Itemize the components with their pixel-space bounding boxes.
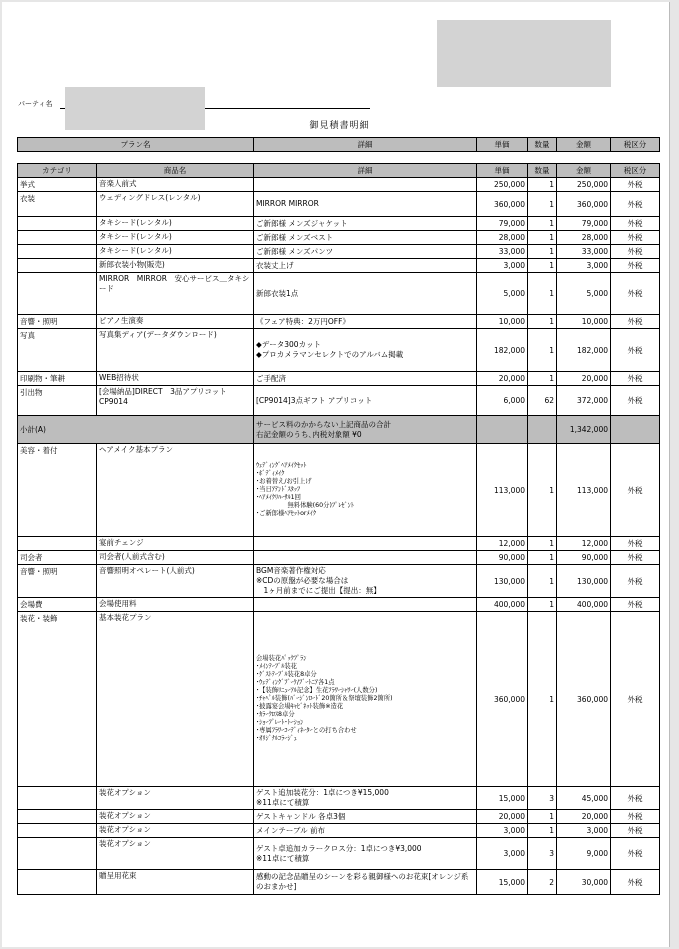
col-detail: 詳細 bbox=[254, 138, 477, 152]
unit-price-cell: 90,000 bbox=[477, 551, 528, 565]
quantity-cell: 3 bbox=[528, 838, 557, 870]
detail-cell bbox=[254, 598, 477, 612]
amount-cell: 33,000 bbox=[557, 245, 611, 259]
item-name-cell: MIRROR MIRROR 安心サービス＿タキシード bbox=[97, 273, 254, 315]
item-name-cell: 音響照明オペレート(人前式) bbox=[97, 565, 254, 598]
table-row bbox=[18, 787, 660, 810]
tax-type-cell: 外税 bbox=[611, 231, 660, 245]
quantity-cell: 1 bbox=[528, 810, 557, 824]
amount-cell: 9,000 bbox=[557, 838, 611, 870]
category-cell bbox=[18, 824, 97, 838]
column-header: カテゴリ bbox=[18, 164, 97, 178]
subtotal-row bbox=[18, 416, 660, 444]
item-name-cell: 司会者(人前式含む) bbox=[97, 551, 254, 565]
item-name-cell: ヘアメイク基本プラン bbox=[97, 444, 254, 537]
detail-cell: ゲスト卓追加カラークロス分：1卓につき¥3,000 ※11卓にて積算 bbox=[254, 838, 477, 870]
category-cell bbox=[18, 787, 97, 810]
estimate-detail-table bbox=[17, 163, 660, 895]
quantity-cell: 1 bbox=[528, 245, 557, 259]
amount-cell: 90,000 bbox=[557, 551, 611, 565]
item-name-cell: 宴前チェンジ bbox=[97, 537, 254, 551]
quantity-cell: 62 bbox=[528, 386, 557, 416]
category-cell bbox=[18, 810, 97, 824]
table-row bbox=[18, 245, 660, 259]
quantity-cell: 1 bbox=[528, 372, 557, 386]
unit-price-cell: 5,000 bbox=[477, 273, 528, 315]
subtotal-qty bbox=[528, 416, 557, 444]
detail-cell: ご新郎様 メンズベスト bbox=[254, 231, 477, 245]
detail-cell: ｳｪﾃﾞｨﾝｸﾞﾍｱﾒｲｸｾｯﾄ ･ﾎﾞﾃﾞｨﾒｲｸ ･お着替え/お引上げ ･当日ｱﾃﾝﾄﾞｽﾀｯﾌ ･ﾍｱﾒｲｸﾘﾊｰｻﾙ1回 無料体験(60分)ﾌﾟﾚｾﾞﾝﾄ ･ご新郎様ﾍｱｾｯﾄorﾒｲｸ bbox=[254, 444, 477, 537]
category-cell bbox=[18, 273, 97, 315]
detail-cell: MIRROR MIRROR bbox=[254, 192, 477, 217]
col-tax-type: 税区分 bbox=[611, 138, 660, 152]
column-header: 商品名 bbox=[97, 164, 254, 178]
table-row bbox=[18, 551, 660, 565]
col-quantity: 数量 bbox=[528, 138, 557, 152]
item-name-cell: 贈呈用花束 bbox=[97, 870, 254, 895]
redacted-block-top-right bbox=[437, 20, 611, 87]
column-header: 単価 bbox=[477, 164, 528, 178]
document-title: 御見積書明細 bbox=[309, 121, 370, 131]
tax-type-cell: 外税 bbox=[611, 192, 660, 217]
tax-type-cell: 外税 bbox=[611, 810, 660, 824]
quantity-cell: 1 bbox=[528, 217, 557, 231]
category-cell bbox=[18, 217, 97, 231]
party-name-label: パーティ名 bbox=[18, 100, 53, 108]
subtotal-unit bbox=[477, 416, 528, 444]
category-cell: 音響・照明 bbox=[18, 315, 97, 329]
column-header: 数量 bbox=[528, 164, 557, 178]
tax-type-cell: 外税 bbox=[611, 537, 660, 551]
unit-price-cell: 6,000 bbox=[477, 386, 528, 416]
detail-cell: ◆データ300カット ◆プロカメラマンセレクトでのアルバム掲載 bbox=[254, 329, 477, 372]
table-row bbox=[18, 178, 660, 192]
tax-type-cell: 外税 bbox=[611, 386, 660, 416]
detail-cell: ご手配済 bbox=[254, 372, 477, 386]
quantity-cell: 1 bbox=[528, 537, 557, 551]
tax-type-cell: 外税 bbox=[611, 372, 660, 386]
tax-type-cell: 外税 bbox=[611, 565, 660, 598]
category-cell: 衣装 bbox=[18, 192, 97, 217]
category-cell bbox=[18, 870, 97, 895]
quantity-cell: 1 bbox=[528, 259, 557, 273]
unit-price-cell: 20,000 bbox=[477, 810, 528, 824]
amount-cell: 360,000 bbox=[557, 612, 611, 787]
item-name-cell: 会場使用料 bbox=[97, 598, 254, 612]
tax-type-cell: 外税 bbox=[611, 315, 660, 329]
unit-price-cell: 10,000 bbox=[477, 315, 528, 329]
unit-price-cell: 20,000 bbox=[477, 372, 528, 386]
quantity-cell: 1 bbox=[528, 551, 557, 565]
unit-price-cell: 113,000 bbox=[477, 444, 528, 537]
category-cell bbox=[18, 231, 97, 245]
table-row bbox=[18, 315, 660, 329]
unit-price-cell: 15,000 bbox=[477, 787, 528, 810]
tax-type-cell: 外税 bbox=[611, 870, 660, 895]
amount-cell: 250,000 bbox=[557, 178, 611, 192]
unit-price-cell: 130,000 bbox=[477, 565, 528, 598]
amount-cell: 400,000 bbox=[557, 598, 611, 612]
amount-cell: 30,000 bbox=[557, 870, 611, 895]
quantity-cell: 1 bbox=[528, 565, 557, 598]
table-header-row bbox=[18, 164, 660, 178]
amount-cell: 20,000 bbox=[557, 810, 611, 824]
quantity-cell: 1 bbox=[528, 329, 557, 372]
quantity-cell: 1 bbox=[528, 178, 557, 192]
detail-cell: 会場装花ﾊﾟｯｸﾌﾟﾗﾝ ･ﾒｲﾝﾃｰﾌﾞﾙ装花 ･ｹﾞｽﾄﾃｰﾌﾞﾙ装花8卓分 ･ｳｪﾃﾞｨﾝｸﾞﾌﾞｰｹ/ﾌﾞｰﾄﾆｱ各1点 ･【装飾ﾘﾆｭｰｱﾙ記念】生花ﾌﾗﾜｰｼｬﾜｰ(人数分) ･ﾁｬﾍﾟﾙ装飾(ﾊﾞｰｼﾞﾝﾛｰﾄﾞ20箇所＆祭壇装飾2箇所) ･披露宴会場ｷｬﾋﾞﾈｯﾄ装飾※造花 ･ｶﾗｰｸﾛｽ8卓分 ･ｼｮｰﾌﾟﾚｰﾄ･ﾄｰｼｮﾝ ･専属ﾌﾗﾜｰｺｰﾃﾞｨﾈｰﾀｰとの打ち合わせ ･ｵﾘｼﾞﾅﾙｺﾗｰｼﾞｭ bbox=[254, 612, 477, 787]
item-name-cell: ウェディングドレス(レンタル) bbox=[97, 192, 254, 217]
tax-type-cell: 外税 bbox=[611, 178, 660, 192]
tax-type-cell: 外税 bbox=[611, 273, 660, 315]
table-row bbox=[18, 372, 660, 386]
quantity-cell: 1 bbox=[528, 598, 557, 612]
category-cell bbox=[18, 259, 97, 273]
item-name-cell: 音楽人前式 bbox=[97, 178, 254, 192]
item-name-cell: 写真集ディア(データダウンロード) bbox=[97, 329, 254, 372]
unit-price-cell: 33,000 bbox=[477, 245, 528, 259]
category-cell: 挙式 bbox=[18, 178, 97, 192]
tax-type-cell: 外税 bbox=[611, 551, 660, 565]
category-cell: 装花・装飾 bbox=[18, 612, 97, 787]
tax-type-cell: 外税 bbox=[611, 444, 660, 537]
unit-price-cell: 28,000 bbox=[477, 231, 528, 245]
unit-price-cell: 3,000 bbox=[477, 838, 528, 870]
category-cell: 司会者 bbox=[18, 551, 97, 565]
detail-cell: ゲストキャンドル 各卓3個 bbox=[254, 810, 477, 824]
unit-price-cell: 15,000 bbox=[477, 870, 528, 895]
item-name-cell: 装花オプション bbox=[97, 810, 254, 824]
amount-cell: 3,000 bbox=[557, 824, 611, 838]
table-row bbox=[18, 192, 660, 217]
detail-cell: 新郎衣装1点 bbox=[254, 273, 477, 315]
amount-cell: 5,000 bbox=[557, 273, 611, 315]
tax-type-cell: 外税 bbox=[611, 787, 660, 810]
col-amount: 金額 bbox=[557, 138, 611, 152]
table-row bbox=[18, 259, 660, 273]
amount-cell: 182,000 bbox=[557, 329, 611, 372]
category-cell: 写真 bbox=[18, 329, 97, 372]
quantity-cell: 1 bbox=[528, 824, 557, 838]
detail-cell: 衣装丈上げ bbox=[254, 259, 477, 273]
subtotal-tax bbox=[611, 416, 660, 444]
table-row bbox=[18, 838, 660, 870]
item-name-cell: 装花オプション bbox=[97, 787, 254, 810]
unit-price-cell: 3,000 bbox=[477, 824, 528, 838]
item-name-cell: [会場納品]DIRECT 3品アプリコットCP9014 bbox=[97, 386, 254, 416]
amount-cell: 28,000 bbox=[557, 231, 611, 245]
item-name-cell: 基本装花プラン bbox=[97, 612, 254, 787]
amount-cell: 360,000 bbox=[557, 192, 611, 217]
unit-price-cell: 400,000 bbox=[477, 598, 528, 612]
amount-cell: 3,000 bbox=[557, 259, 611, 273]
category-cell: 美容・着付 bbox=[18, 444, 97, 537]
table-row bbox=[18, 565, 660, 598]
category-cell: 会場費 bbox=[18, 598, 97, 612]
quantity-cell: 1 bbox=[528, 315, 557, 329]
category-cell bbox=[18, 838, 97, 870]
table-row bbox=[18, 537, 660, 551]
quantity-cell: 1 bbox=[528, 231, 557, 245]
tax-type-cell: 外税 bbox=[611, 838, 660, 870]
item-name-cell: 新郎衣装小物(販売) bbox=[97, 259, 254, 273]
unit-price-cell: 182,000 bbox=[477, 329, 528, 372]
quantity-cell: 1 bbox=[528, 273, 557, 315]
table-row bbox=[18, 598, 660, 612]
detail-cell: BGM音楽著作権対応 ※CDの原盤が必要な場合は 1ヶ月前までにご提出【提出：無】 bbox=[254, 565, 477, 598]
unit-price-cell: 12,000 bbox=[477, 537, 528, 551]
detail-cell: [CP9014]3点ギフト アプリコット bbox=[254, 386, 477, 416]
amount-cell: 79,000 bbox=[557, 217, 611, 231]
category-cell: 印刷物・筆耕 bbox=[18, 372, 97, 386]
category-cell bbox=[18, 537, 97, 551]
detail-cell: 《フェア特典：2万円OFF》 bbox=[254, 315, 477, 329]
column-header: 詳細 bbox=[254, 164, 477, 178]
quantity-cell: 1 bbox=[528, 444, 557, 537]
tax-type-cell: 外税 bbox=[611, 612, 660, 787]
category-cell: 音響・照明 bbox=[18, 565, 97, 598]
detail-cell: メインテーブル 前布 bbox=[254, 824, 477, 838]
tax-type-cell: 外税 bbox=[611, 329, 660, 372]
quantity-cell: 1 bbox=[528, 612, 557, 787]
item-name-cell: WEB招待状 bbox=[97, 372, 254, 386]
item-name-cell: タキシード(レンタル) bbox=[97, 245, 254, 259]
col-plan-name: プラン名 bbox=[18, 138, 254, 152]
unit-price-cell: 360,000 bbox=[477, 192, 528, 217]
quantity-cell: 1 bbox=[528, 192, 557, 217]
item-name-cell: 装花オプション bbox=[97, 824, 254, 838]
subtotal-amount: 1,342,000 bbox=[557, 416, 611, 444]
quantity-cell: 2 bbox=[528, 870, 557, 895]
table-row bbox=[18, 231, 660, 245]
amount-cell: 113,000 bbox=[557, 444, 611, 537]
item-name-cell: ピアノ生演奏 bbox=[97, 315, 254, 329]
subtotal-label: 小計(A) bbox=[18, 416, 254, 444]
table-row bbox=[18, 386, 660, 416]
table-row bbox=[18, 810, 660, 824]
unit-price-cell: 79,000 bbox=[477, 217, 528, 231]
column-header: 税区分 bbox=[611, 164, 660, 178]
table-row bbox=[18, 870, 660, 895]
detail-cell bbox=[254, 551, 477, 565]
tax-type-cell: 外税 bbox=[611, 217, 660, 231]
subtotal-detail: サービス料のかからない上記商品の合計 右記金額のうち､内税対象額 ¥0 bbox=[254, 416, 477, 444]
table-row bbox=[18, 217, 660, 231]
item-name-cell: 装花オプション bbox=[97, 838, 254, 870]
quantity-cell: 3 bbox=[528, 787, 557, 810]
amount-cell: 10,000 bbox=[557, 315, 611, 329]
plan-header-table bbox=[17, 137, 660, 152]
detail-cell: 感動の記念品贈呈のシーンを彩る親御様へのお花束[オレンジ系のおまかせ] bbox=[254, 870, 477, 895]
detail-cell: ご新郎様 メンズパンツ bbox=[254, 245, 477, 259]
unit-price-cell: 250,000 bbox=[477, 178, 528, 192]
column-header: 金額 bbox=[557, 164, 611, 178]
amount-cell: 372,000 bbox=[557, 386, 611, 416]
unit-price-cell: 360,000 bbox=[477, 612, 528, 787]
amount-cell: 45,000 bbox=[557, 787, 611, 810]
tax-type-cell: 外税 bbox=[611, 259, 660, 273]
category-cell bbox=[18, 245, 97, 259]
detail-cell: ご新郎様 メンズジャケット bbox=[254, 217, 477, 231]
detail-cell: ゲスト追加装花分：1卓につき¥15,000 ※11卓にて積算 bbox=[254, 787, 477, 810]
table-row bbox=[18, 444, 660, 537]
category-cell: 引出物 bbox=[18, 386, 97, 416]
tax-type-cell: 外税 bbox=[611, 245, 660, 259]
item-name-cell: タキシード(レンタル) bbox=[97, 217, 254, 231]
amount-cell: 20,000 bbox=[557, 372, 611, 386]
amount-cell: 130,000 bbox=[557, 565, 611, 598]
detail-cell bbox=[254, 178, 477, 192]
item-name-cell: タキシード(レンタル) bbox=[97, 231, 254, 245]
unit-price-cell: 3,000 bbox=[477, 259, 528, 273]
table-row bbox=[18, 273, 660, 315]
table-row bbox=[18, 329, 660, 372]
table-row bbox=[18, 824, 660, 838]
tax-type-cell: 外税 bbox=[611, 824, 660, 838]
amount-cell: 12,000 bbox=[557, 537, 611, 551]
table-row bbox=[18, 612, 660, 787]
col-unit-price: 単価 bbox=[477, 138, 528, 152]
tax-type-cell: 外税 bbox=[611, 598, 660, 612]
detail-cell bbox=[254, 537, 477, 551]
